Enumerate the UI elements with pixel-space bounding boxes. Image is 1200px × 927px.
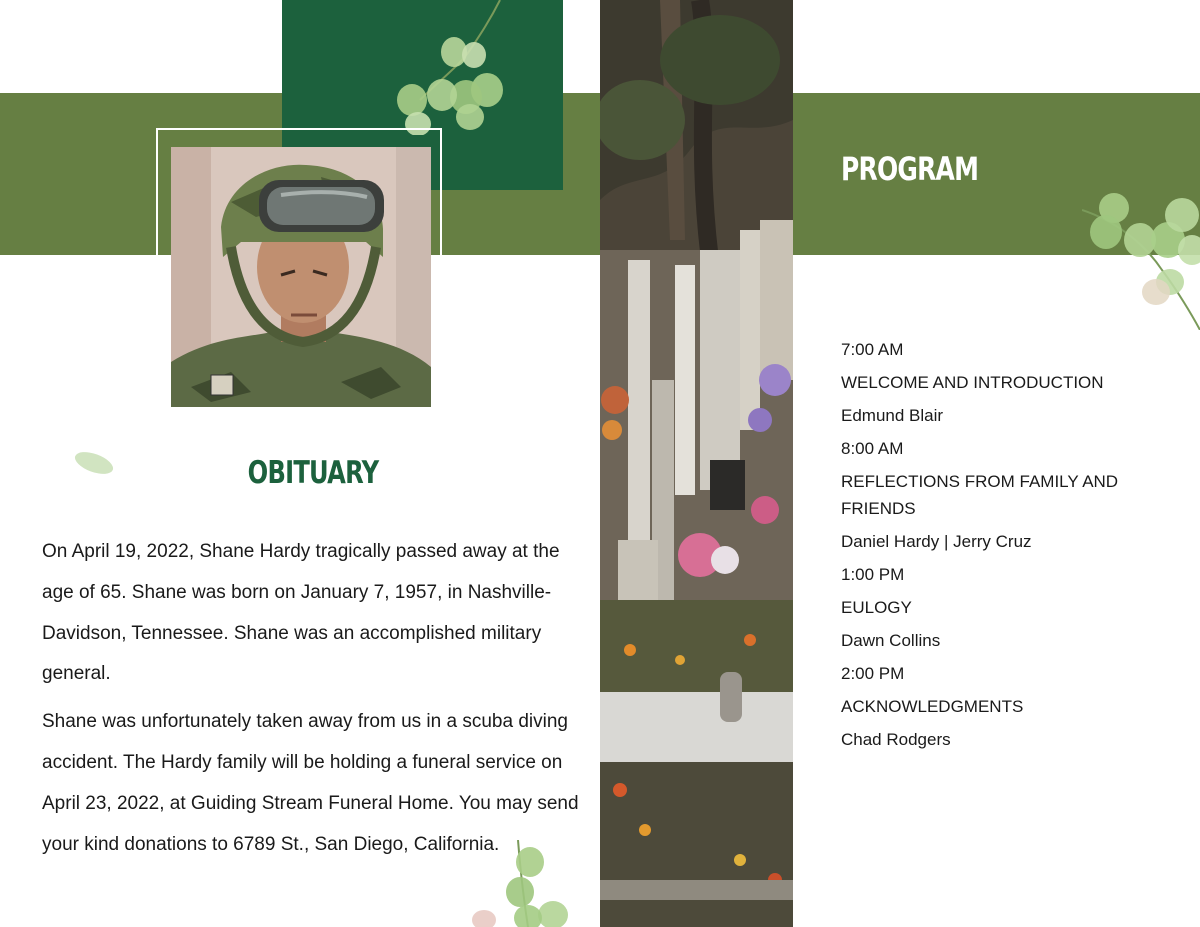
obituary-paragraph: Shane was unfortunately taken away from us in a scuba diving accident. The Hardy family will be holding a funeral service on April 23, 2022, at Guiding Stream Funeral Home. You may send your kind donations to 6789 St., San Diego, California. bbox=[42, 711, 579, 855]
obituary-text bbox=[42, 532, 582, 872]
eucalyptus-sprig-right-icon bbox=[1082, 190, 1200, 330]
program-schedule bbox=[841, 336, 1161, 759]
program-speaker: Edmund Blair bbox=[841, 406, 944, 425]
program-event: EULOGY bbox=[841, 598, 912, 617]
eucalyptus-sprig-bottom-icon bbox=[468, 840, 578, 927]
program-event: ACKNOWLEDGMENTS bbox=[841, 697, 1024, 716]
program-time: 8:00 AM bbox=[841, 439, 904, 458]
program-speaker: Daniel Hardy | Jerry Cruz bbox=[841, 532, 1032, 551]
obituary-heading: OBITUARY bbox=[247, 455, 379, 491]
leaf-icon bbox=[72, 448, 116, 478]
program-event: REFLECTIONS FROM FAMILY AND FRIENDS bbox=[841, 472, 1119, 518]
program-speaker: Chad Rodgers bbox=[841, 730, 951, 749]
cemetery-photo bbox=[600, 0, 793, 927]
program-time: 7:00 AM bbox=[841, 340, 904, 359]
program-time: 1:00 PM bbox=[841, 565, 905, 584]
obituary-paragraph: On April 19, 2022, Shane Hardy tragically passed away at the age of 65. Shane was born on January 7, 1957, in Nashville-Davidson, Tennessee. Shane was an accomplished military general. bbox=[42, 541, 560, 685]
program-heading: PROGRAM bbox=[841, 150, 979, 188]
program-time: 2:00 PM bbox=[841, 664, 905, 683]
program-speaker: Dawn Collins bbox=[841, 631, 941, 650]
soldier-portrait bbox=[171, 147, 431, 407]
eucalyptus-sprig-top-icon bbox=[390, 0, 510, 135]
program-event: WELCOME AND INTRODUCTION bbox=[841, 373, 1104, 392]
